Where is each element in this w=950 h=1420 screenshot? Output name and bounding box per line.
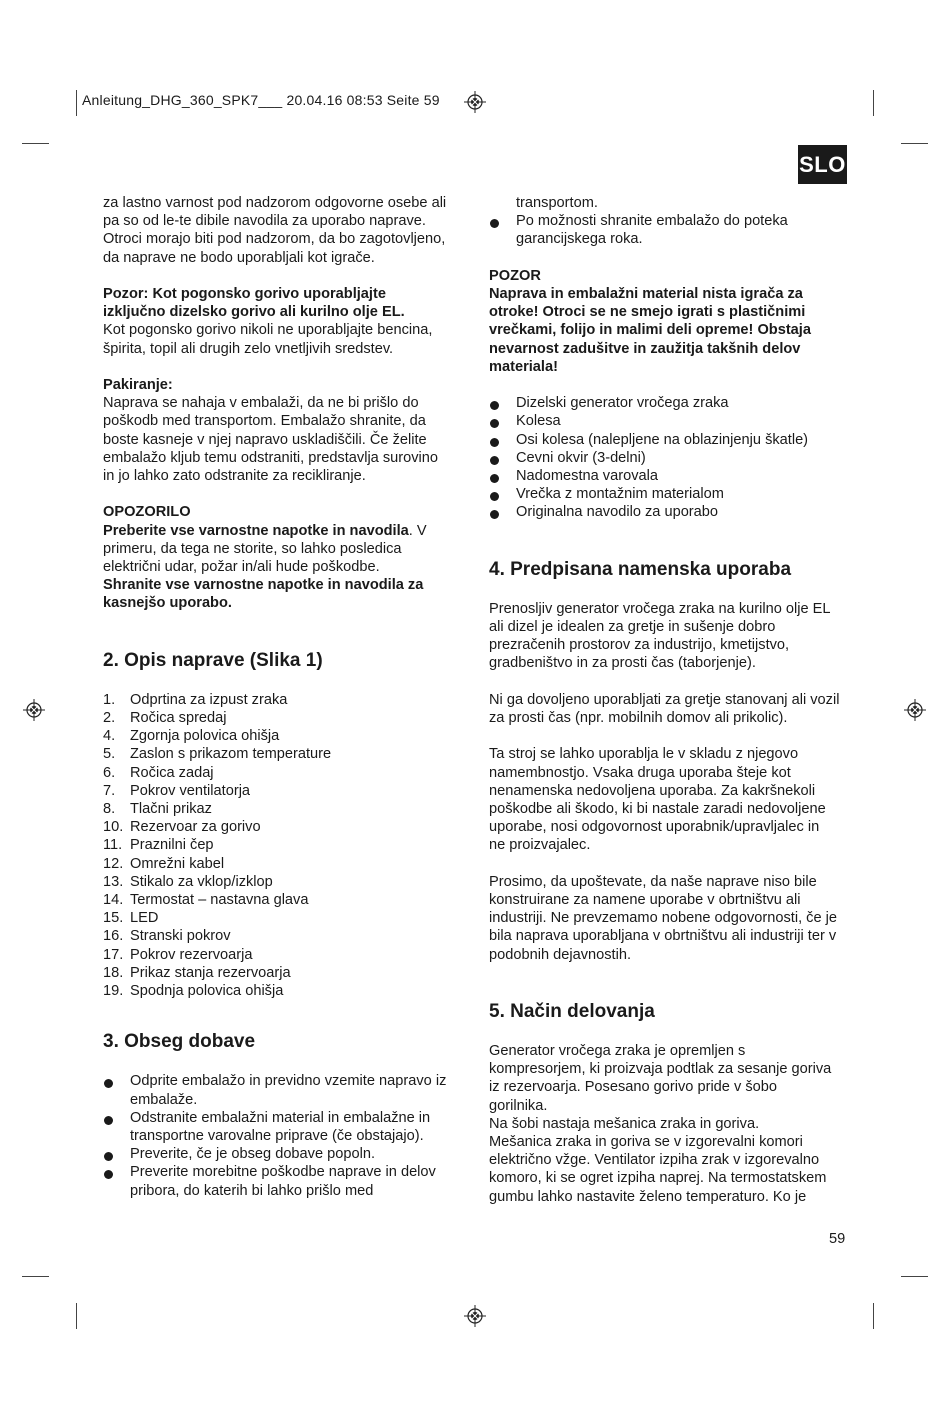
paragraph: Prosimo, da upoštevate, da naše naprave niso bile konstruirane za namene uporabe v obrtništvu ali industriji. Ne prevzemamo nobene odgovornosti, če je bila naprava uporabljana v obrtništvu ali industriji ter v podobnih dejavnostih. (489, 873, 838, 963)
fuel-warning (103, 285, 463, 358)
list-item: 2. Ročica spredaj (103, 710, 227, 727)
text-line: Preberite vse varnostne napotke in navodila (103, 522, 409, 539)
crop-mark (901, 1276, 928, 1277)
continued-list (489, 194, 849, 249)
text-line: poškodb med transportom. Embalažo shranite, da (103, 413, 426, 430)
crop-mark (22, 143, 49, 144)
text-line: špirita, topil ali drugih zelo vnetljivih sredstev. (103, 340, 394, 357)
list-item: 16. Stranski pokrov (103, 928, 231, 945)
list-item: 17. Pokrov rezervoarja (103, 946, 253, 963)
intro-paragraph (103, 194, 463, 267)
list-item: 11. Praznilni čep (103, 837, 214, 854)
crop-mark (76, 1303, 77, 1329)
text-line: Kot pogonsko gorivo nikoli ne uporabljajte bencina, (103, 322, 433, 339)
text-line: da naprave ne bodo uporabljali kot igrače. (103, 249, 375, 266)
list-item: 15. LED (103, 910, 159, 927)
text-line: . V (408, 522, 427, 539)
registration-mark-icon (464, 1305, 486, 1327)
text-line: pa so od le-te dibile navodila za uporabo naprave. (103, 213, 426, 230)
text-line: Naprava in embalažni material nista igrača za (489, 286, 803, 302)
list-item: Dizelski generator vročega zraka (489, 394, 849, 412)
right-column (489, 194, 849, 1206)
section-4-title: 4. Predpisana namenska uporaba (489, 558, 792, 580)
crop-mark (22, 1276, 49, 1277)
list-item: 12. Omrežni kabel (103, 855, 225, 872)
text-line: izključno dizelsko gorivo ali kurilno olje EL. (103, 304, 405, 321)
warning-heading: OPOZORILO (103, 504, 191, 521)
text-line: Naprava se nahaja v embalaži, da ne bi prišlo do (103, 395, 419, 412)
text-line: Shranite vse varnostne napotke in navodila za (103, 577, 424, 594)
section-2-title: 2. Opis naprave (Slika 1) (103, 649, 323, 671)
page-number: 59 (829, 1231, 846, 1247)
warning-section (103, 503, 463, 612)
text-line: Pozor: Kot pogonsko gorivo uporabljajte (103, 286, 386, 302)
crop-mark (873, 90, 874, 116)
list-item: Odstranite embalažni material in embalažne in transportne varovalne priprave (če obstajajo). (103, 1109, 463, 1145)
language-badge: SLO (798, 145, 847, 184)
list-item: Cevni okvir (3-delni) (489, 449, 849, 467)
packaging-section (103, 376, 463, 485)
list-item: 18. Prikaz stanja rezervoarja (103, 964, 291, 981)
list-item: Preverite, če je obseg dobave popoln. (103, 1145, 463, 1163)
list-item: 14. Termostat – nastavna glava (103, 892, 309, 909)
crop-mark (76, 90, 77, 116)
text-line: embalažo kljub temu odstraniti, predstavlja surovino (103, 449, 439, 466)
registration-mark-icon (904, 699, 926, 721)
crop-mark (873, 1303, 874, 1329)
text-line: Otroci morajo biti pod nadzorom, da bo zagotovljeno, (103, 231, 446, 248)
list-item: 1. Odprtina za izpust zraka (103, 691, 288, 708)
section-3-title: 3. Obseg dobave (103, 1031, 256, 1053)
list-item: Nadomestna varovala (489, 467, 849, 485)
registration-mark-icon (23, 699, 45, 721)
paragraph: Prenosljiv generator vročega zraka na kurilno olje EL ali dizel je idealen za gretje in sušenje dobro prezračenih prostorov za industrijo, kmetijstvo, gradbeništvo in za prosti čas (taborjenje). (489, 600, 831, 672)
text-line: in jo lahko zato odstranite za recikliranje. (103, 468, 366, 485)
list-item: 5. Zaslon s prikazom temperature (103, 746, 332, 763)
text-line: vrečkami, folijo in malimi deli opreme! Obstaja (489, 322, 811, 339)
left-column (103, 194, 463, 1200)
registration-mark-icon (464, 91, 486, 113)
list-item: 10. Rezervoar za gorivo (103, 819, 261, 836)
list-item: 4. Zgornja polovica ohišja (103, 728, 280, 745)
list-item: 6. Ročica zadaj (103, 764, 214, 781)
paragraph: Ta stroj se lahko uporablja le v skladu z njegovo namembnostjo. Vsaka druga uporaba šteje kot nenamenska nedovoljena uporaba. Za kakršnekoli poškodbe ali škodo, ki bi nastale zaradi nedovoljene uporabe, nosi odgovornost uporabnik/upravljalec in ne proizvajalec. (489, 746, 826, 854)
delivery-instructions-list (103, 1072, 463, 1199)
text-line: nevarnost zadušitve in zaužitja takšnih delov (489, 340, 801, 357)
paragraph: Ni ga dovoljeno uporabljati za gretje stanovanj ali vozil za prosti čas (npr. mobilnih domov ali prikolic). (489, 691, 840, 727)
caution-section (489, 267, 849, 376)
text-line: materiala! (489, 358, 558, 375)
list-item: 7. Pokrov ventilatorja (103, 782, 251, 799)
section-5-title: 5. Način delovanja (489, 1000, 655, 1022)
paragraph: Generator vročega zraka je opremljen s kompresorjem, ki proizvaja podtlak za sesanje goriva iz rezervoarja. Posesano gorivo pride v šobo gorilnika. Na šobi nastaja mešanica zraka in goriva. Mešanica zraka in goriva se v izgorevalni komori električno vžge. Ventilator izpiha zrak v izgorevalno komoro, ki se ogret izpiha naprej. Na termostatskem gumbu lahko nastavite želeno temperaturo. Ko je (489, 1043, 832, 1205)
delivery-contents-list (489, 394, 849, 521)
list-item: Po možnosti shranite embalažo do poteka garancijskega roka. (489, 212, 849, 248)
text-line: otroke! Otroci se ne smejo igrati s plastičnimi (489, 304, 806, 321)
list-item: Odprite embalažo in previdno vzemite napravo iz embalaže. (103, 1072, 463, 1108)
text-line: primeru, da tega ne storite, so lahko posledica (103, 540, 402, 557)
list-item: transportom. (516, 195, 598, 211)
list-item: 13. Stikalo za vklop/izklop (103, 873, 273, 890)
caution-heading: POZOR (489, 267, 541, 284)
list-item: Osi kolesa (nalepljene na oblazinjenju škatle) (489, 431, 849, 449)
list-item: Preverite morebitne poškodbe naprave in delov pribora, do katerih bi lahko prišlo med (103, 1163, 463, 1199)
crop-mark (901, 143, 928, 144)
text-line: električni udar, požar in/ali hude poškodbe. (103, 559, 380, 576)
list-item: 19. Spodnja polovica ohišja (103, 983, 284, 1000)
list-item: Vrečka z montažnim materialom (489, 485, 849, 503)
list-item: Originalna navodilo za uporabo (489, 503, 849, 521)
packaging-heading: Pakiranje: (103, 377, 173, 393)
list-item: 8. Tlačni prikaz (103, 801, 212, 818)
text-line: za lastno varnost pod nadzorom odgovorne osebe ali (103, 195, 447, 211)
text-line: kasnejšo uporabo. (103, 595, 232, 612)
print-header: Anleitung_DHG_360_SPK7___ 20.04.16 08:53 Seite 59 (82, 92, 440, 108)
text-line: boste kasneje v njej napravo uskladiščili. Če želite (103, 431, 427, 448)
list-item: Kolesa (489, 412, 849, 430)
parts-list (103, 691, 463, 1000)
